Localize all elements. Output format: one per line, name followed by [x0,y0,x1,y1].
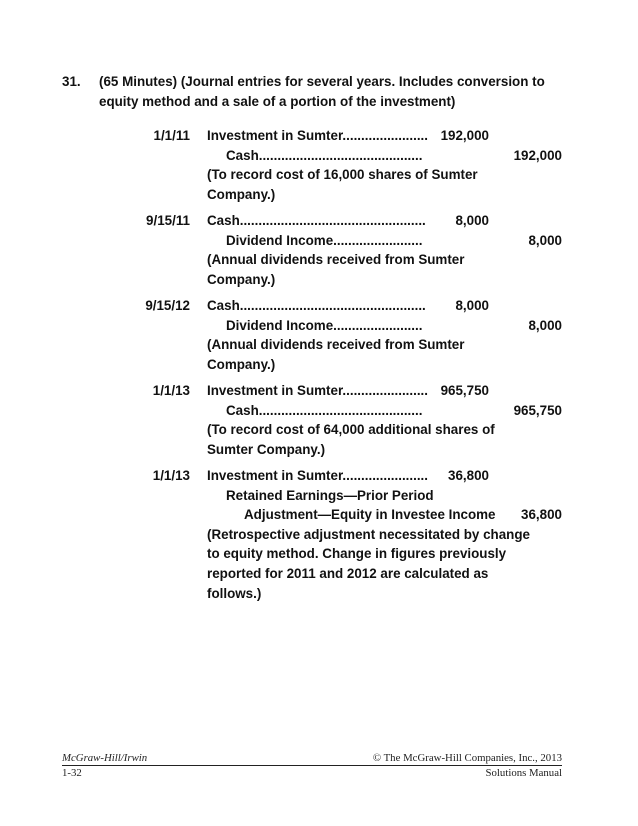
debit-account: Cash.................................................. [207,298,426,313]
problem-number: 31. [62,74,81,89]
explanation-line: Company.) [207,271,276,287]
credit-amount: 8,000 [528,232,562,248]
explanation-line: Company.) [207,356,276,372]
explanation-line: (To record cost of 16,000 shares of Sumter [207,167,478,183]
debit-amount: 965,750 [440,383,489,398]
manual-title: Solutions Manual [485,767,562,779]
explanation-line: to equity method. Change in figures previously [207,546,507,562]
entry-date: 9/15/12 [145,298,190,313]
explanation-line: Sumter Company.) [207,441,326,457]
debit-amount: 36,800 [448,468,489,483]
explanation-line: reported for 2011 and 2012 are calculated as [207,566,489,581]
entry-date: 1/1/11 [153,128,190,143]
footer-divider [62,765,562,766]
problem-description-line-2: equity method and a sale of a portion of the investment) [99,94,456,109]
explanation-line: (To record cost of 64,000 additional shares of [207,422,495,438]
explanation-line: (Annual dividends received from Sumter [207,252,465,268]
credit-amount: 965,750 [513,402,562,418]
page-number: 1-32 [62,767,82,779]
entry-date: 1/1/13 [152,468,190,483]
credit-amount: 36,800 [521,507,562,523]
problem-description-line-1: (65 Minutes) (Journal entries for several years. Includes conversion to [99,74,545,89]
debit-account: Investment in Sumter....................... [207,383,428,398]
debit-amount: 8,000 [455,298,489,313]
explanation-line: Company.) [207,186,276,202]
credit-account: Cash............................................ [226,147,423,163]
entry-date: 9/15/11 [146,213,190,228]
debit-account: Investment in Sumter....................... [207,468,428,483]
credit-account: Dividend Income........................ [226,232,423,248]
credit-account-line-2: Adjustment—Equity in Investee Income [244,507,496,523]
explanation-line: (Annual dividends received from Sumter [207,337,465,353]
debit-account: Investment in Sumter....................... [207,128,428,143]
credit-account-line-1: Retained Earnings—Prior Period [226,487,434,503]
debit-account: Cash.................................................. [207,213,426,228]
credit-amount: 192,000 [513,147,562,163]
publisher-name: McGraw-Hill/Irwin [62,752,148,764]
credit-account: Cash............................................ [226,402,423,418]
credit-amount: 8,000 [528,317,562,333]
credit-account: Dividend Income........................ [226,317,423,333]
entry-date: 1/1/13 [152,383,190,398]
debit-amount: 8,000 [455,213,489,228]
explanation-line: follows.) [207,585,262,601]
copyright-notice: © The McGraw-Hill Companies, Inc., 2013 [372,752,562,764]
explanation-line: (Retrospective adjustment necessitated by change [207,526,530,542]
debit-amount: 192,000 [440,128,489,143]
